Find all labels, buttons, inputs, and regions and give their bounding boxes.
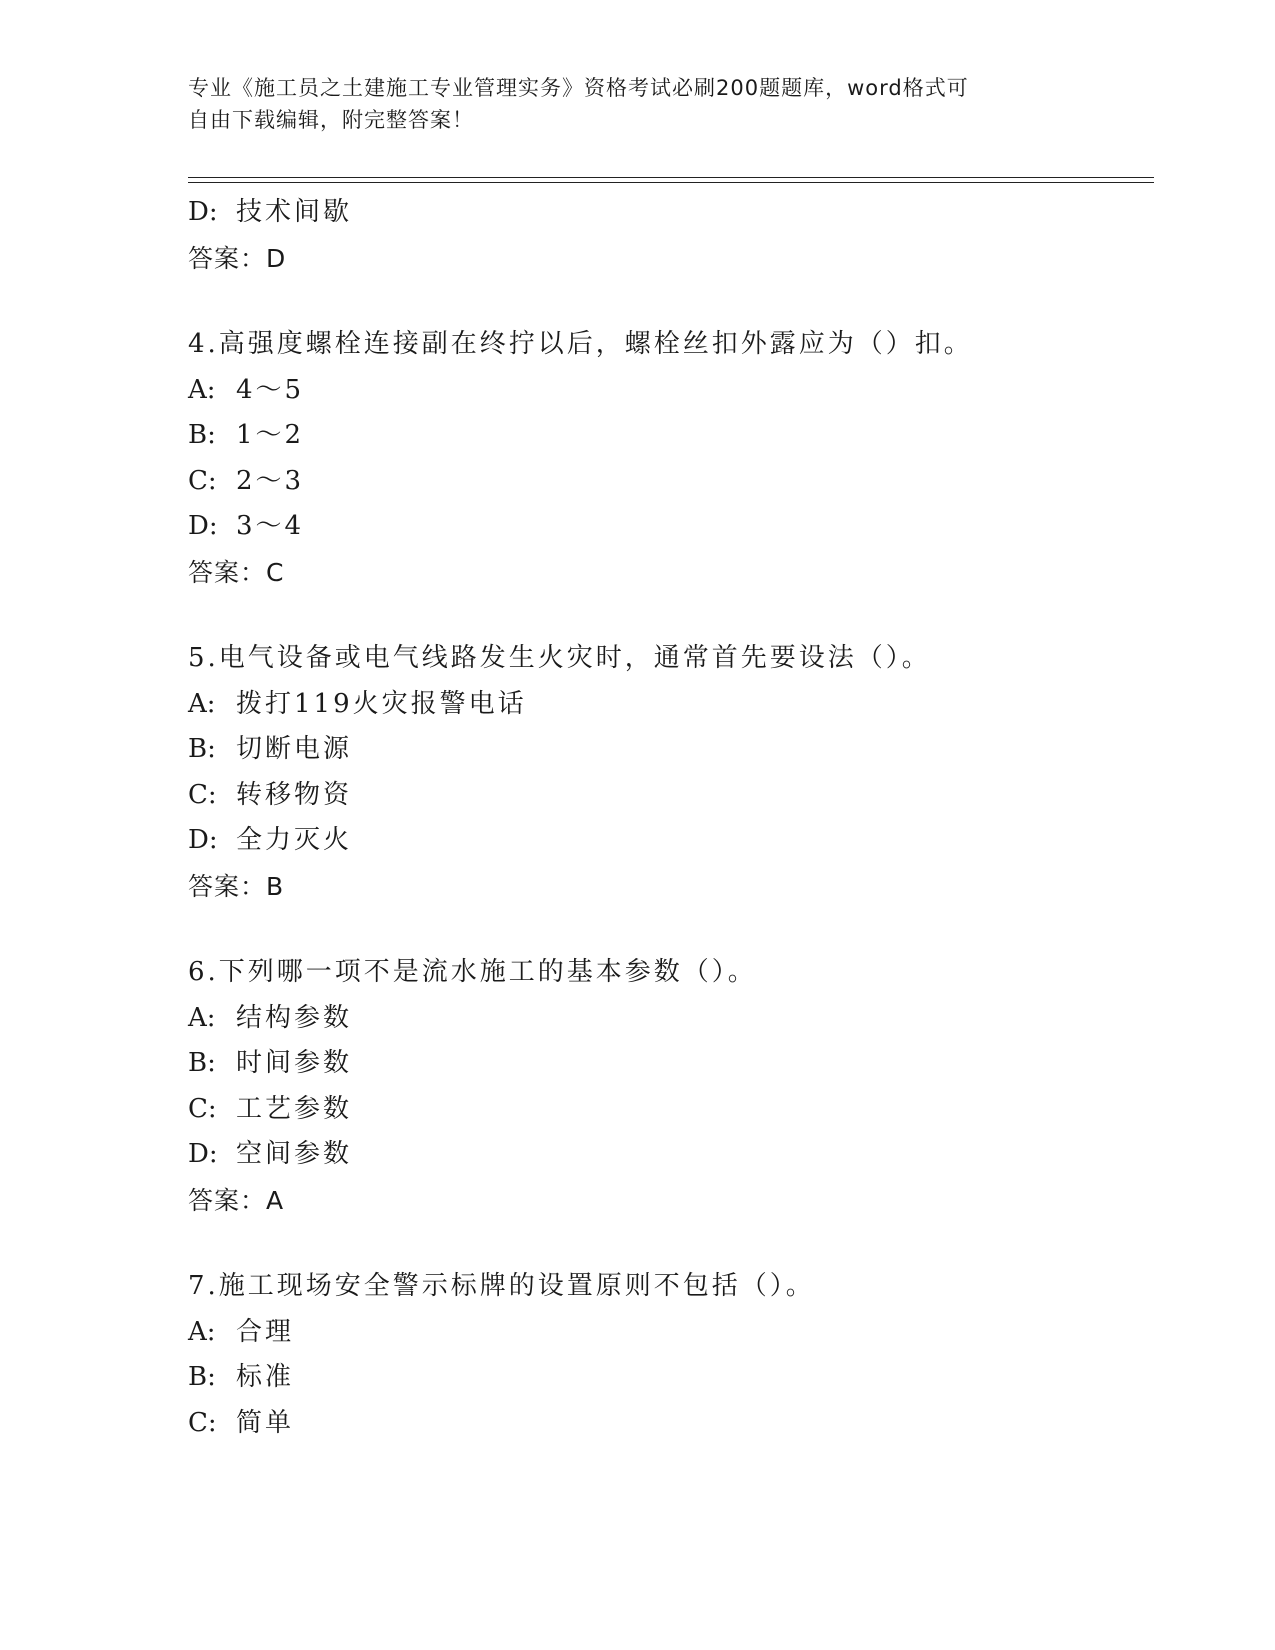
option-line xyxy=(188,818,1148,864)
option-line xyxy=(188,1132,1148,1178)
option-letter: C: xyxy=(188,1093,217,1124)
block-spacer xyxy=(188,909,1148,950)
option-text: 切断电源 xyxy=(236,734,353,764)
header-divider-bottom xyxy=(188,182,1154,183)
question-text: 6.下列哪一项不是流水施工的基本参数（）。 xyxy=(188,957,757,987)
option-text: 简单 xyxy=(236,1407,295,1438)
option-text: 4～5 xyxy=(236,374,305,405)
block-spacer xyxy=(188,281,1148,322)
option-line xyxy=(188,1041,1148,1087)
option-letter: D: xyxy=(188,825,218,855)
question-text: 7.施工现场安全警示标牌的设置原则不包括（）。 xyxy=(188,1271,815,1301)
option-letter: A: xyxy=(188,374,216,405)
question-block xyxy=(188,190,1148,281)
question-text: 5.电气设备或电气线路发生火灾时，通常首先要设法（）。 xyxy=(188,643,931,673)
option-letter: B: xyxy=(188,1048,216,1078)
option-line xyxy=(188,413,1148,459)
option-line xyxy=(188,773,1148,819)
option-letter: C: xyxy=(188,1407,217,1438)
block-spacer xyxy=(188,1223,1148,1264)
option-text: 工艺参数 xyxy=(236,1093,353,1124)
option-line xyxy=(188,1087,1148,1133)
option-text: 转移物资 xyxy=(236,779,353,810)
option-letter: A: xyxy=(188,1316,216,1347)
option-letter: A: xyxy=(188,1002,216,1033)
option-letter: B: xyxy=(188,734,216,764)
question-block xyxy=(188,636,1148,909)
header-line-1: 专业《施工员之土建施工专业管理实务》资格考试必刷200题题库，word格式可 xyxy=(188,76,969,100)
option-line xyxy=(188,727,1148,773)
option-letter: B: xyxy=(188,420,216,450)
answer-line: 答案：A xyxy=(188,1185,285,1215)
option-text: 标准 xyxy=(236,1362,295,1392)
option-line xyxy=(188,504,1148,550)
option-text: 1～2 xyxy=(236,420,305,450)
answer-line: 答案：B xyxy=(188,871,285,901)
block-spacer xyxy=(188,595,1148,636)
header-divider-top xyxy=(188,177,1154,178)
option-line xyxy=(188,459,1148,505)
question-block xyxy=(188,950,1148,1223)
answer-line: 答案：D xyxy=(188,243,287,273)
option-text: 结构参数 xyxy=(236,1002,353,1033)
option-text: 拨打119火灾报警电话 xyxy=(236,688,527,719)
option-letter: D: xyxy=(188,197,218,227)
option-line xyxy=(188,368,1148,414)
option-letter: A: xyxy=(188,688,216,719)
option-line xyxy=(188,682,1148,728)
option-letter: D: xyxy=(188,1139,218,1169)
document-header xyxy=(188,72,1068,136)
option-line xyxy=(188,190,1148,236)
option-text: 2～3 xyxy=(236,465,305,496)
question-block xyxy=(188,322,1148,595)
option-line xyxy=(188,1355,1148,1401)
option-line xyxy=(188,996,1148,1042)
option-line xyxy=(188,1401,1148,1447)
option-letter: C: xyxy=(188,465,217,496)
question-block xyxy=(188,1264,1148,1446)
option-text: 技术间歇 xyxy=(236,197,353,227)
answer-line: 答案：C xyxy=(188,557,285,587)
option-line xyxy=(188,1310,1148,1356)
header-line-2: 自由下载编辑，附完整答案！ xyxy=(188,108,474,132)
question-list xyxy=(188,190,1148,1446)
option-text: 全力灭火 xyxy=(236,825,353,855)
option-text: 合理 xyxy=(236,1316,295,1347)
question-text: 4.高强度螺栓连接副在终拧以后，螺栓丝扣外露应为（）扣。 xyxy=(188,329,973,359)
option-letter: D: xyxy=(188,511,218,541)
option-text: 时间参数 xyxy=(236,1048,353,1078)
option-text: 空间参数 xyxy=(236,1139,353,1169)
option-letter: B: xyxy=(188,1362,216,1392)
option-letter: C: xyxy=(188,779,217,810)
option-text: 3～4 xyxy=(236,511,305,541)
